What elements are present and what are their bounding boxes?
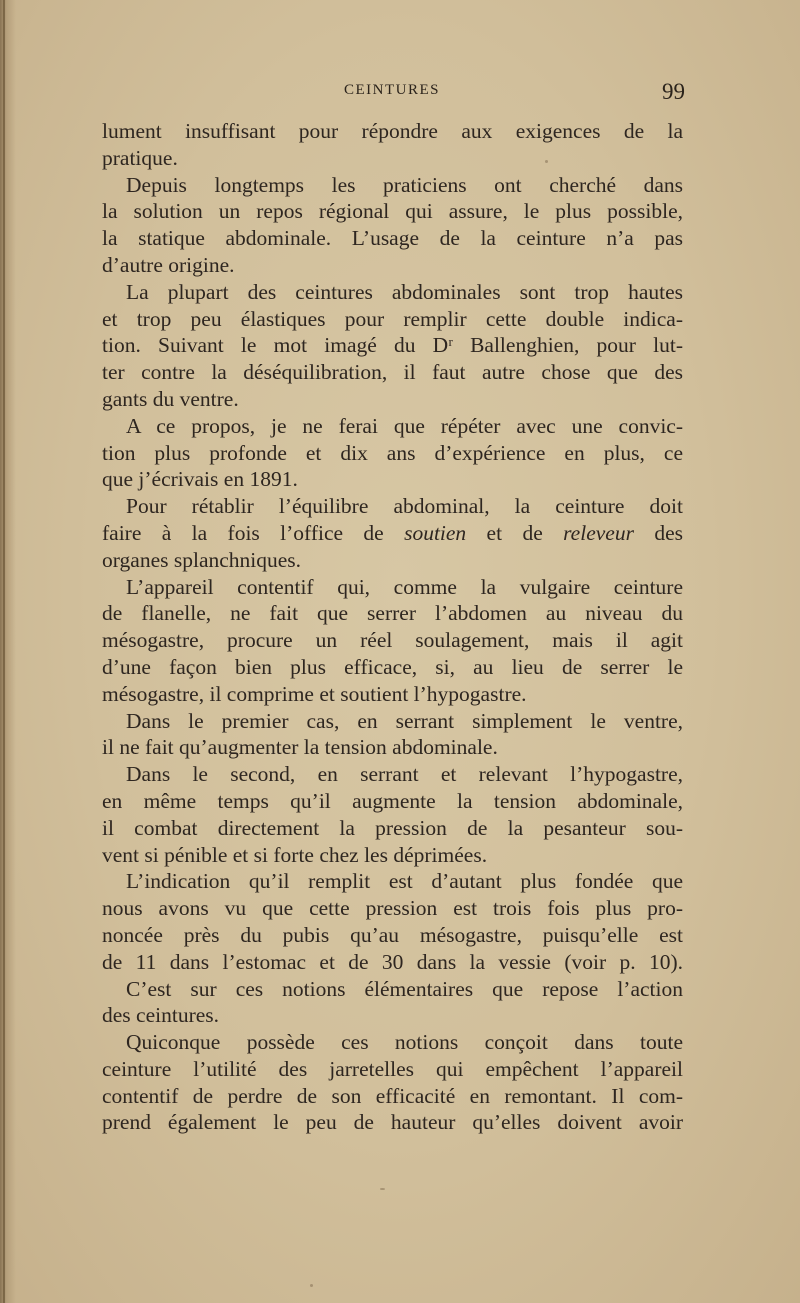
text-segment: Quiconque possède ces notions conçoit dans toute — [126, 1030, 683, 1055]
text-segment: ceinture l’utilité des jarretelles qui empêchent l’appareil — [102, 1056, 683, 1081]
text-line — [102, 1056, 683, 1083]
text-segment: nous avons vu que cette pression est trois fois plus pro- — [102, 896, 683, 921]
text-line — [102, 386, 683, 413]
text-segment: il ne fait qu’augmenter la tension abdominale. — [102, 735, 498, 760]
body-text — [102, 118, 683, 1136]
text-line — [102, 520, 683, 547]
text-segment: organes splanchniques. — [102, 547, 302, 572]
text-segment: d’autre origine. — [102, 252, 235, 277]
text-line — [102, 1109, 683, 1136]
text-line — [102, 1083, 683, 1110]
running-title: CEINTURES — [344, 82, 440, 98]
text-line — [102, 198, 683, 225]
text-line — [102, 574, 683, 601]
text-segment: prend également le peu de hauteur qu’elles doivent avoir — [102, 1110, 683, 1135]
text-line — [102, 627, 683, 654]
paper-speck — [380, 1188, 385, 1190]
text-segment: L’appareil contentif qui, comme la vulgaire ceinture — [126, 574, 683, 599]
text-line — [102, 547, 683, 574]
text-segment: ter contre la déséquilibration, il faut autre chose que des — [102, 360, 683, 385]
running-head — [100, 79, 685, 108]
text-line — [102, 1029, 683, 1056]
text-segment: Dans le second, en serrant et relevant l’hypogastre, — [126, 762, 683, 787]
text-line — [102, 815, 683, 842]
text-segment: des — [633, 520, 683, 545]
text-line — [102, 145, 683, 172]
text-segment: mésogastre, il comprime et soutient l’hypogastre. — [102, 681, 527, 706]
text-line — [102, 440, 683, 467]
text-line — [102, 708, 683, 735]
text-line — [102, 922, 683, 949]
text-line — [102, 681, 683, 708]
text-segment: L’indication qu’il remplit est d’autant plus fondée que — [126, 869, 683, 894]
text-segment: des ceintures. — [102, 1003, 220, 1028]
text-segment: et trop peu élastiques pour remplir cette double indica- — [102, 306, 683, 331]
text-segment: et de — [466, 520, 564, 545]
text-line — [102, 600, 683, 627]
text-line — [102, 413, 683, 440]
text-segment: que j’écrivais en 1891. — [102, 467, 298, 492]
text-segment: en même temps qu’il augmente la tension abdominale, — [102, 788, 683, 813]
text-line — [102, 734, 683, 761]
text-line — [102, 654, 683, 681]
text-segment: il combat directement la pression de la pesanteur sou- — [102, 815, 683, 840]
text-segment: lument insuffisant pour répondre aux exigences de la — [102, 119, 683, 143]
text-segment: de 11 dans l’estomac et de 30 dans la vessie (voir p. 10). — [102, 949, 683, 974]
text-line — [102, 493, 683, 520]
text-segment: la statique abdominale. L’usage de la ceinture n’a pas — [102, 226, 683, 251]
text-line — [102, 868, 683, 895]
text-line — [102, 895, 683, 922]
text-segment: mésogastre, procure un réel soulagement, mais il agit — [102, 628, 683, 653]
text-segment: Dans le premier cas, en serrant simplement le ventre, — [126, 708, 683, 733]
text-line — [102, 842, 683, 869]
text-segment: la solution un repos régional qui assure, le plus possible, — [102, 199, 683, 224]
text-segment: tion. Suivant le mot imagé du Dʳ Ballenghien, pour lut- — [102, 333, 683, 358]
text-segment: de flanelle, ne fait que serrer l’abdomen au niveau du — [102, 601, 683, 626]
text-line — [102, 252, 683, 279]
text-segment: d’une façon bien plus efficace, si, au lieu de serrer le — [102, 654, 683, 679]
text-line — [102, 359, 683, 386]
text-line — [102, 976, 683, 1003]
text-segment: contentif de perdre de son efficacité en remontant. Il com- — [102, 1083, 683, 1108]
text-segment: faire à la fois l’office de — [102, 520, 405, 545]
text-segment: C’est sur ces notions élémentaires que repose l’action — [126, 976, 683, 1001]
italic-term: releveur — [563, 520, 634, 545]
text-segment: La plupart des ceintures abdominales sont trop hautes — [126, 279, 683, 304]
text-line — [102, 225, 683, 252]
page-number: 99 — [662, 79, 685, 104]
text-segment: gants du ventre. — [102, 386, 239, 411]
text-segment: A ce propos, je ne ferai que répéter avec une convic- — [126, 413, 683, 438]
text-segment: Pour rétablir l’équilibre abdominal, la ceinture doit — [126, 494, 683, 519]
text-segment: noncée près du pubis qu’au mésogastre, puisqu’elle est — [102, 922, 683, 947]
text-line — [102, 332, 683, 359]
text-line — [102, 172, 683, 199]
text-line — [102, 788, 683, 815]
text-line — [102, 949, 683, 976]
paper-speck — [545, 160, 548, 163]
text-line — [102, 118, 683, 145]
italic-term: soutien — [404, 520, 467, 545]
text-line — [102, 1002, 683, 1029]
text-segment: vent si pénible et si forte chez les déprimées. — [102, 842, 488, 867]
text-line — [102, 761, 683, 788]
text-segment: tion plus profonde et dix ans d’expérience en plus, ce — [102, 440, 683, 465]
text-segment: Depuis longtemps les praticiens ont cherché dans — [126, 172, 683, 197]
paper-speck — [310, 1284, 313, 1287]
text-line — [102, 466, 683, 493]
binding-edge — [3, 0, 5, 1303]
text-line — [102, 279, 683, 306]
text-segment: pratique. — [102, 145, 178, 170]
text-line — [102, 306, 683, 333]
